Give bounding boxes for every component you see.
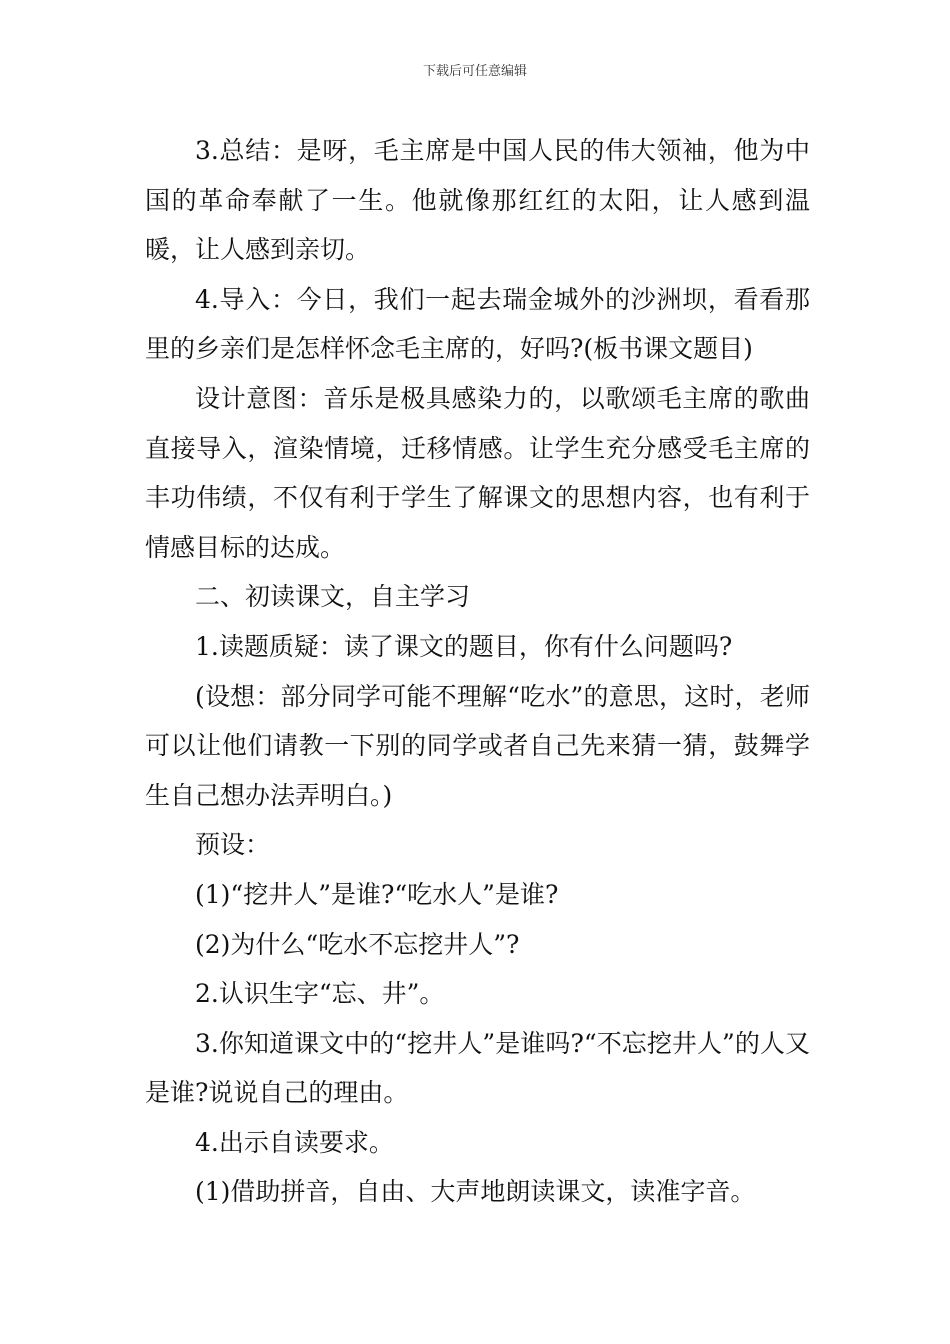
paragraph-question: 3.你知道课文中的“挖井人”是谁吗?“不忘挖井人”的人又是谁?说说自己的理由。 [145,1028,810,1108]
paragraph-summary: 3.总结：是呀，毛主席是中国人民的伟大领袖，他为中国的革命奉献了一生。他就像那红红的太阳，让人感到温暖，让人感到亲切。 [145,136,810,265]
paragraph-reading-requirements: 4.出示自读要求。 [195,1127,394,1157]
paragraph-requirement-1: (1)借助拼音，自由、大声地朗读课文，读准字音。 [195,1177,756,1207]
paragraph-preset-label: 预设： [195,830,271,860]
document-body [145,126,810,1217]
paragraph-preset-2: (2)为什么“吃水不忘挖井人”? [195,929,520,959]
paragraph-new-characters: 2.认识生字“忘、井”。 [195,979,445,1009]
paragraph-read-title: 1.读题质疑：读了课文的题目，你有什么问题吗? [195,631,733,661]
paragraph-design-intent: 设计意图：音乐是极具感染力的，以歌颂毛主席的歌曲直接导入，渲染情境，迁移情感。让学生充分感受毛主席的丰功伟绩，不仅有利于学生了解课文的思想内容，也有利于情感目标的达成。 [145,383,810,562]
paragraph-assumption: (设想：部分同学可能不理解“吃水”的意思，这时，老师可以让他们请教一下别的同学或者自己先来猜一猜，鼓舞学生自己想办法弄明白。) [145,681,810,810]
paragraph-introduction: 4.导入：今日，我们一起去瑞金城外的沙洲坝，看看那里的乡亲们是怎样怀念毛主席的，好吗?(板书课文题目) [145,284,810,364]
section-heading: 二、初读课文，自主学习 [195,582,471,612]
paragraph-preset-1: (1)“挖井人”是谁?“吃水人”是谁? [195,879,559,909]
page-header: 下载后可任意编辑 [422,64,527,79]
